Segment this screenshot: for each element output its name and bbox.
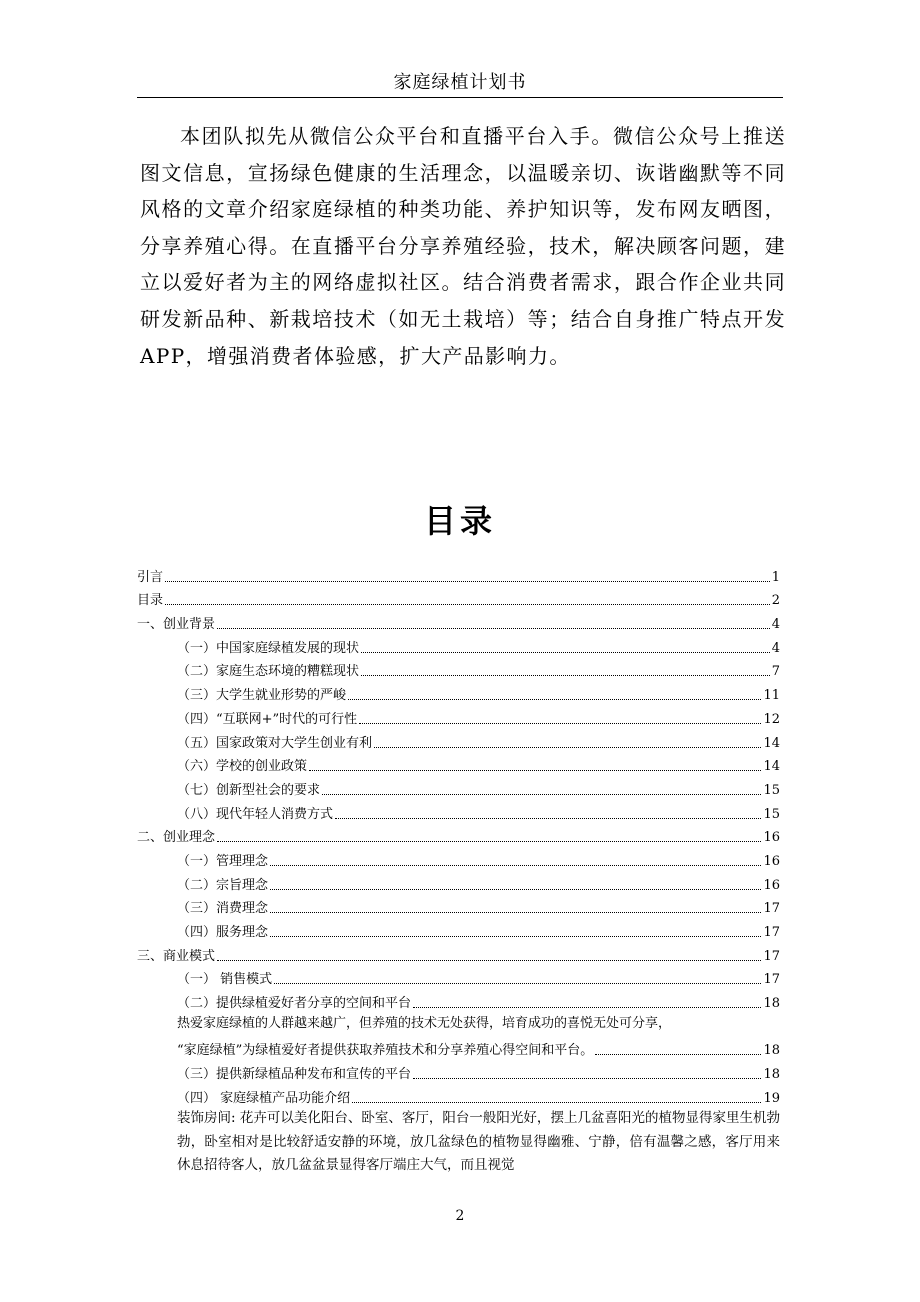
toc-leader-dots — [217, 628, 770, 629]
toc-page-number: 2 — [771, 593, 780, 609]
toc-entry[interactable] — [137, 965, 780, 989]
toc-entry[interactable] — [137, 799, 780, 823]
toc-entry[interactable] — [137, 586, 780, 610]
toc-leader-dots — [413, 1078, 761, 1079]
page-number: 2 — [455, 1208, 465, 1224]
toc-page-number: 18 — [763, 996, 780, 1012]
toc-page-number: 16 — [763, 830, 780, 846]
table-of-contents — [137, 562, 780, 1178]
toc-entry-label: （四） 家庭绿植产品功能介绍 — [177, 1090, 351, 1106]
toc-page-number: 7 — [771, 664, 780, 680]
toc-page-number: 17 — [763, 925, 780, 940]
toc-entry[interactable] — [137, 941, 780, 965]
toc-entry[interactable] — [137, 728, 780, 752]
toc-entry-label: （四）“互联网+”时代的可行性 — [177, 711, 358, 727]
toc-entry[interactable] — [137, 894, 780, 918]
toc-entry[interactable] — [137, 1036, 780, 1060]
toc-page-number: 18 — [763, 1043, 780, 1059]
toc-entry-label: （一）管理理念 — [177, 853, 269, 869]
toc-page-number: 19 — [763, 1090, 780, 1106]
toc-page-number: 15 — [763, 806, 780, 822]
toc-leader-dots — [322, 794, 761, 795]
toc-leader-dots — [270, 912, 761, 913]
toc-entry-label: （一） 销售模式 — [177, 972, 273, 988]
toc-leader-dots — [348, 699, 761, 700]
toc-entry-label: （二）提供绿植爱好者分享的空间和平台 — [177, 996, 412, 1012]
toc-page-number: 17 — [763, 901, 780, 917]
toc-entry-label: （三）大学生就业形势的严峻 — [177, 688, 347, 704]
toc-entry-label: 二、创业理念 — [137, 830, 216, 846]
toc-entry[interactable] — [137, 775, 780, 799]
toc-leader-dots — [413, 1007, 761, 1008]
toc-entry[interactable] — [137, 609, 780, 633]
toc-page-number: 16 — [763, 853, 780, 869]
header-title: 家庭绿植计划书 — [393, 72, 527, 93]
toc-page-number: 4 — [771, 640, 780, 656]
toc-entry[interactable] — [137, 680, 780, 704]
toc-entry-label: （五）国家政策对大学生创业有利 — [177, 735, 373, 751]
toc-entry-label: （三）消费理念 — [177, 901, 269, 917]
toc-page-number: 12 — [763, 711, 780, 727]
header-rule — [137, 97, 783, 98]
toc-page-number: 1 — [771, 569, 780, 585]
toc-entry-label: （四）服务理念 — [177, 925, 269, 940]
toc-leader-dots — [270, 936, 761, 937]
toc-entry-label: 三、商业模式 — [137, 948, 216, 964]
toc-leader-dots — [361, 675, 770, 676]
toc-entry-label: （三）提供新绿植品种发布和宣传的平台 — [177, 1067, 412, 1083]
toc-entry[interactable] — [137, 633, 780, 657]
toc-page-number: 15 — [763, 782, 780, 798]
toc-leader-dots — [270, 889, 761, 890]
toc-entry[interactable] — [137, 1083, 780, 1107]
toc-entry-label: 目录 — [137, 593, 164, 609]
body-text: 装饰房间: 花卉可以美化阳台、卧室、客厅，阳台一般阳光好，摆上几盆喜阳光的植物显得家里生机勃勃，卧室相对是比较舒适安静的环境，放几盆绿色的植物显得幽雅、宁静，倍有温馨之感，客厅用来休息招待客人，放几盆盆景显得客厅端庄大气，而且视觉 — [177, 1109, 780, 1174]
toc-leader-dots — [361, 652, 770, 653]
toc-entry-label: 一、创业背景 — [137, 617, 216, 633]
toc-page-number: 17 — [763, 948, 780, 964]
toc-page-number: 11 — [763, 688, 780, 704]
toc-leader-dots — [335, 818, 761, 819]
toc-leader-dots — [270, 865, 761, 866]
toc-entry-list — [137, 562, 780, 1012]
toc-entry[interactable] — [137, 562, 780, 586]
toc-entry[interactable] — [137, 917, 780, 941]
toc-page-number: 17 — [763, 972, 780, 988]
toc-entry-label: （一）中国家庭绿植发展的现状 — [177, 640, 360, 656]
toc-page-number: 14 — [763, 759, 780, 775]
toc-paragraph-line: “家庭绿植”为绿植爱好者提供获取养殖技术和分享养殖心得空间和平台。 — [177, 1043, 594, 1059]
toc-entry[interactable] — [137, 704, 780, 728]
toc-page-number: 14 — [763, 735, 780, 751]
toc-leader-dots — [217, 960, 761, 961]
toc-page-number: 16 — [763, 877, 780, 893]
toc-leader-dots — [217, 841, 761, 842]
toc-paragraph-line: 热爱家庭绿植的人群越来越广，但养殖的技术无处获得，培育成功的喜悦无处可分享， — [177, 1016, 672, 1032]
toc-entry-label: （八）现代年轻人消费方式 — [177, 806, 334, 822]
toc-leader-dots — [595, 1054, 761, 1055]
intro-paragraph: 本团队拟先从微信公众平台和直播平台入手。微信公众号上推送图文信息，宣扬绿色健康的生活理念，以温暖亲切、诙谐幽默等不同风格的文章介绍家庭绿植的种类功能、养护知识等，发布网友晒图，分享养殖心得。在直播平台分享养殖经验，技术，解决顾客问题，建立以爱好者为主的网络虚拟社区。结合消费者需求，跟合作企业共同研发新品种、新栽培技术（如无土栽培）等；结合自身推广特点开发APP，增强消费者体验感，扩大产品影响力。 — [140, 124, 786, 368]
toc-title: 目录 — [423, 502, 496, 540]
toc-page-number: 18 — [763, 1067, 780, 1083]
toc-page-number: 4 — [771, 617, 780, 633]
toc-entry[interactable] — [137, 846, 780, 870]
toc-entry[interactable] — [137, 870, 780, 894]
toc-entry[interactable] — [137, 1059, 780, 1083]
toc-leader-dots — [374, 747, 761, 748]
toc-entry[interactable] — [137, 657, 780, 681]
toc-entry-label: （七）创新型社会的要求 — [177, 782, 321, 798]
toc-entry-label: （二）家庭生态环境的糟糕现状 — [177, 664, 360, 680]
toc-entry-list — [137, 1059, 780, 1106]
toc-entry-label: （二）宗旨理念 — [177, 877, 269, 893]
toc-entry-label: （六）学校的创业政策 — [177, 759, 308, 775]
toc-leader-dots — [165, 604, 770, 605]
toc-entry[interactable] — [137, 823, 780, 847]
toc-entry-label: 引言 — [137, 569, 164, 585]
toc-entry[interactable] — [137, 988, 780, 1012]
toc-leader-dots — [274, 983, 761, 984]
intro-section — [140, 118, 786, 374]
toc-entry[interactable] — [137, 752, 780, 776]
toc-leader-dots — [165, 581, 770, 582]
toc-leader-dots — [309, 770, 761, 771]
toc-leader-dots — [359, 723, 761, 724]
toc-leader-dots — [352, 1102, 761, 1103]
